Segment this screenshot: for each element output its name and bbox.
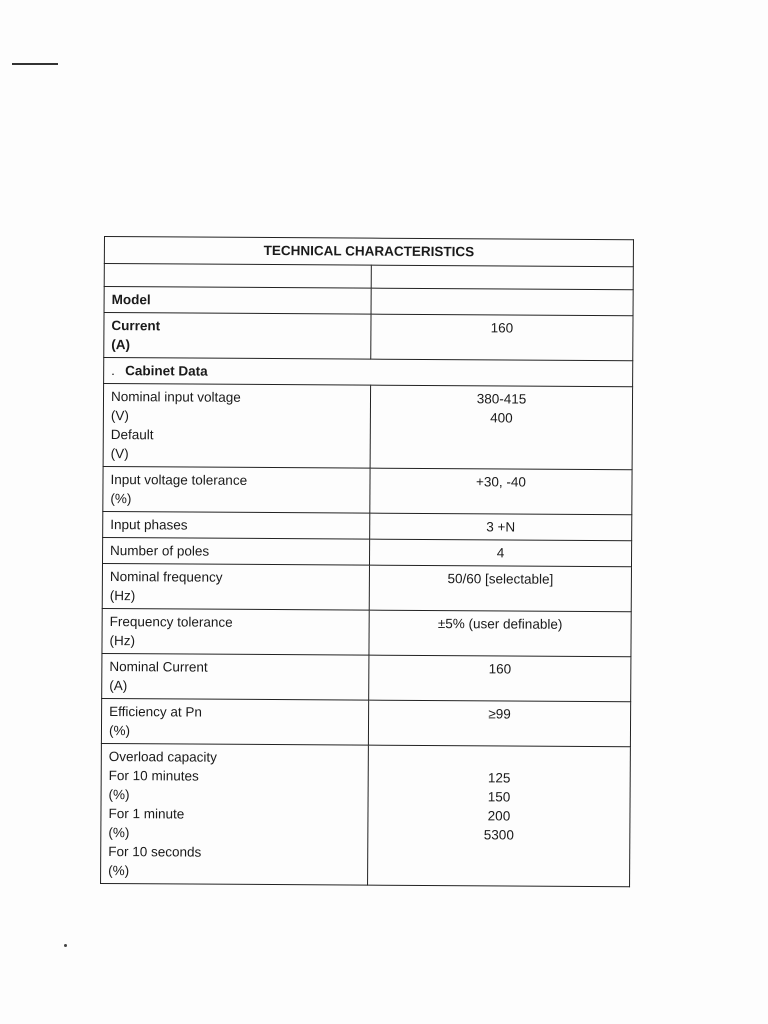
section-label: Cabinet Data bbox=[125, 363, 208, 379]
value-cell bbox=[370, 468, 632, 515]
label-text: (A) bbox=[111, 337, 131, 353]
technical-characteristics-table bbox=[100, 236, 634, 887]
value-cell bbox=[370, 385, 633, 470]
value-cell bbox=[371, 314, 633, 361]
value-text: 4 bbox=[496, 545, 505, 561]
value-cell bbox=[369, 539, 631, 567]
label-text: Default bbox=[110, 427, 154, 443]
label-cell bbox=[102, 653, 369, 700]
table-row bbox=[102, 653, 631, 701]
table-row bbox=[103, 384, 632, 470]
label-cell bbox=[102, 608, 369, 655]
label-text: For 1 minute bbox=[108, 806, 185, 822]
label-text: Current bbox=[111, 318, 161, 334]
value-text: 3 +N bbox=[486, 519, 516, 535]
label-text: (%) bbox=[108, 723, 131, 739]
title-row bbox=[104, 237, 633, 267]
label-text: Nominal Current bbox=[109, 659, 208, 675]
scan-mark bbox=[12, 63, 58, 65]
value-text: 5300 bbox=[483, 827, 514, 843]
table-row bbox=[103, 511, 632, 540]
value-cell bbox=[369, 610, 631, 657]
value-text: ≥99 bbox=[488, 706, 511, 722]
label-text: (%) bbox=[108, 863, 130, 879]
value-cell bbox=[369, 655, 631, 702]
label-cell bbox=[104, 287, 371, 315]
label-text: For 10 minutes bbox=[108, 768, 199, 784]
value-text: 150 bbox=[487, 789, 511, 805]
table-title: TECHNICAL CHARACTERISTICS bbox=[104, 237, 633, 267]
label-text: Input voltage tolerance bbox=[110, 472, 248, 488]
value-text: +30, -40 bbox=[475, 474, 527, 490]
value-text: 380-415 bbox=[476, 391, 527, 407]
label-cell bbox=[101, 743, 369, 885]
label-cell bbox=[102, 563, 369, 610]
table-row bbox=[102, 608, 631, 656]
value-text: 160 bbox=[490, 320, 514, 336]
value-text: 160 bbox=[488, 661, 512, 677]
table-row bbox=[102, 563, 631, 611]
table-row bbox=[103, 466, 632, 514]
label-text: (Hz) bbox=[109, 633, 136, 649]
label-text: (%) bbox=[108, 787, 130, 803]
value-cell bbox=[368, 700, 630, 747]
label-text: (V) bbox=[110, 408, 129, 424]
label-text: Input phases bbox=[110, 517, 188, 533]
value-text: 200 bbox=[487, 808, 511, 824]
value-text: 400 bbox=[490, 410, 513, 426]
label-cell bbox=[104, 313, 371, 360]
label-cell bbox=[103, 511, 370, 539]
label-cell bbox=[101, 698, 368, 745]
label-text: (%) bbox=[108, 825, 130, 841]
label-cell bbox=[103, 466, 370, 513]
label-text: Efficiency at Pn bbox=[109, 704, 202, 720]
label-text: (A) bbox=[109, 678, 128, 694]
label-text: Overload capacity bbox=[108, 749, 217, 765]
table-row bbox=[104, 358, 633, 387]
blank-row bbox=[104, 264, 633, 290]
label-cell bbox=[103, 384, 371, 469]
value-text: 50/60 [selectable] bbox=[447, 571, 554, 587]
label-text: Frequency tolerance bbox=[109, 614, 233, 630]
value-text: 125 bbox=[487, 770, 511, 786]
label-text: Nominal frequency bbox=[109, 569, 223, 585]
table-row bbox=[104, 313, 633, 361]
section-heading bbox=[104, 358, 633, 387]
value-cell bbox=[370, 513, 632, 541]
label-text: Nominal input voltage bbox=[110, 389, 241, 405]
label-text: Model bbox=[111, 292, 151, 308]
blank-cell bbox=[104, 264, 371, 289]
section-bullet: . bbox=[111, 363, 115, 379]
label-text: (V) bbox=[110, 446, 129, 462]
table-body bbox=[101, 287, 634, 887]
value-text: ±5% (user definable) bbox=[437, 616, 563, 632]
spec-sheet bbox=[100, 236, 644, 887]
value-text bbox=[376, 749, 623, 770]
label-cell bbox=[102, 537, 369, 565]
table-row bbox=[101, 743, 631, 886]
value-cell bbox=[369, 565, 631, 612]
table-row bbox=[104, 287, 633, 316]
value-text bbox=[379, 292, 626, 313]
scan-dot bbox=[64, 944, 67, 947]
value-cell bbox=[371, 288, 633, 316]
label-text: For 10 seconds bbox=[108, 844, 202, 860]
label-text: Number of poles bbox=[110, 543, 210, 559]
blank-cell bbox=[371, 265, 633, 290]
table-row bbox=[102, 537, 631, 566]
value-cell bbox=[368, 745, 631, 887]
label-text: (Hz) bbox=[109, 588, 136, 604]
label-text: (%) bbox=[110, 491, 132, 507]
table-row bbox=[101, 698, 630, 746]
